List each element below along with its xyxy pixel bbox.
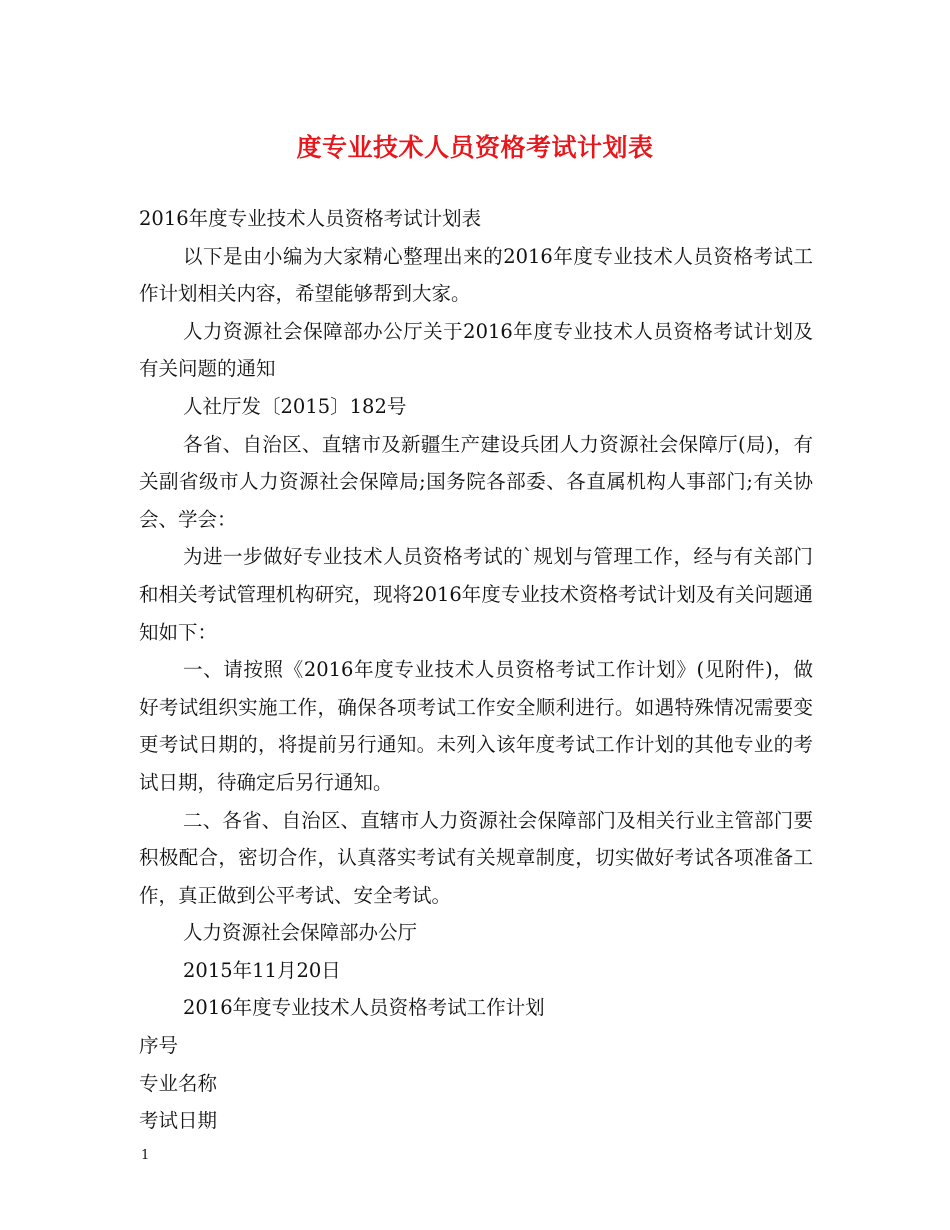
paragraph-attachment-title: 2016年度专业技术人员资格考试工作计划 bbox=[183, 996, 545, 1020]
paragraph-purpose: 为进一步做好专业技术人员资格考试的`规划与管理工作，经与有关部门和相关考试管理机构研究，现将2016年度专业技术资格考试计划及有关问题通知如下： bbox=[139, 545, 813, 644]
document-body bbox=[139, 200, 813, 1140]
paragraph-item-two: 二、各省、自治区、直辖市人力资源社会保障部门及相关行业主管部门要积极配合，密切合作，认真落实考试有关规章制度，切实做好考试各项准备工作，真正做到公平考试、安全考试。 bbox=[139, 808, 813, 907]
paragraph-heading: 2016年度专业技术人员资格考试计划表 bbox=[139, 207, 482, 230]
table-header-specialty: 专业名称 bbox=[139, 1071, 218, 1095]
table-header-index: 序号 bbox=[139, 1034, 179, 1058]
table-header-exam-date: 考试日期 bbox=[139, 1109, 218, 1133]
paragraph-document-number: 人社厅发〔2015〕182号 bbox=[183, 394, 407, 418]
paragraph-item-one: 一、请按照《2016年度专业技术人员资格考试工作计划》(见附件)，做好考试组织实施工作，确保各项考试工作安全顺利进行。如遇特殊情况需要变更考试日期的，将提前另行通知。未列入该年度考试工作计划的其他专业的考试日期，待确定后另行通知。 bbox=[139, 658, 813, 794]
paragraph-date: 2015年11月20日 bbox=[183, 958, 341, 982]
paragraph-notice-title: 人力资源社会保障部办公厅关于2016年度专业技术人员资格考试计划及有关问题的通知 bbox=[139, 319, 813, 381]
paragraph-issuer: 人力资源社会保障部办公厅 bbox=[183, 921, 418, 945]
paragraph-recipients: 各省、自治区、直辖市及新疆生产建设兵团人力资源社会保障厅(局)，有关副省级市人力资源社会保障局;国务院各部委、各直属机构人事部门;有关协会、学会： bbox=[139, 432, 813, 531]
page-number: 1 bbox=[141, 1148, 150, 1163]
document-title: 度专业技术人员资格考试计划表 bbox=[296, 133, 654, 162]
paragraph-intro: 以下是由小编为大家精心整理出来的2016年度专业技术人员资格考试工作计划相关内容，希望能够帮到大家。 bbox=[139, 244, 813, 306]
